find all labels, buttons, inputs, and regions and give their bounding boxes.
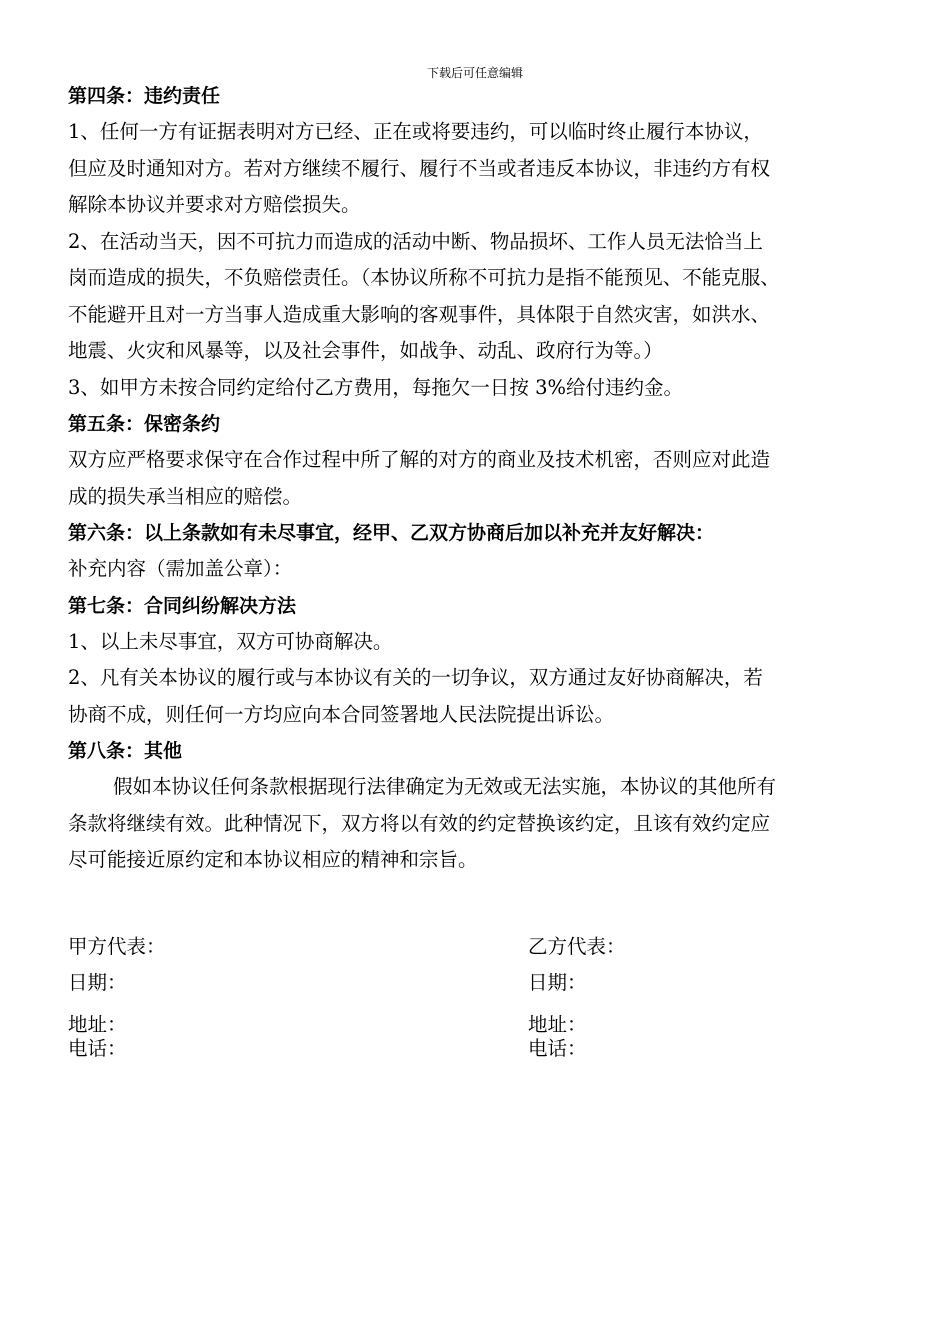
article-4-line-4: 2、在活动当天，因不可抗力而造成的活动中断、物品损坏、工作人员无法恰当上 — [68, 229, 763, 253]
article-8-heading: 第八条：其他 — [68, 740, 183, 762]
signature-row-phone — [68, 1037, 898, 1061]
article-7-heading: 第七条：合同纠纷解决方法 — [68, 594, 297, 617]
article-6-heading: 第六条：以上条款如有未尽事宜，经甲、乙双方协商后加以补充并友好解决： — [68, 522, 715, 544]
article-8-line-1: 假如本协议任何条款根据现行法律确定为无效或无法实施，本协议的其他所有 — [113, 775, 777, 798]
signature-row-rep — [68, 929, 898, 965]
signature-spacer — [68, 879, 898, 929]
article-7-line-2: 2、凡有关本协议的履行或与本协议有关的一切争议，双方通过友好协商解决，若 — [68, 666, 763, 689]
contract-body — [68, 78, 898, 1061]
article-4-heading: 第四条：违约责任 — [68, 85, 221, 107]
party-a-address-label: 地址： — [68, 1012, 127, 1036]
article-4-line-6: 不能避开且对一方当事人造成重大影响的客观事件，具体限于自然灾害，如洪水、 — [68, 302, 771, 326]
article-4-line-2: 但应及时通知对方。若对方继续不履行、履行不当或者违反本协议，非违约方有权 — [68, 156, 771, 180]
party-b-rep-label: 乙方代表： — [528, 934, 626, 958]
party-a-phone-label: 电话： — [68, 1036, 127, 1060]
article-4-line-3: 解除本协议并要求对方赔偿损失。 — [68, 193, 361, 216]
article-5-line-2: 成的损失承当相应的赔偿。 — [68, 484, 303, 508]
article-4-line-8: 3、如甲方未按合同约定给付乙方费用，每拖欠一日按 3%给付违约金。 — [68, 375, 684, 399]
article-7-line-1: 1、以上未尽事宜，双方可协商解决。 — [68, 629, 393, 653]
party-b-date-label: 日期： — [528, 970, 587, 994]
article-4-line-5: 岗而造成的损失，不负赔偿责任。（本协议所称不可抗力是指不能预见、不能克服、 — [68, 266, 780, 289]
article-8-line-2: 条款将继续有效。此种情况下，双方将以有效的约定替换该约定，且该有效约定应 — [68, 811, 771, 835]
party-b-phone-label: 电话： — [528, 1036, 587, 1060]
party-b-address-label: 地址： — [528, 1012, 587, 1036]
article-5-line-1: 双方应严格要求保守在合作过程中所了解的对方的商业及技术机密，否则应对此造 — [68, 448, 771, 471]
signature-row-address — [68, 1013, 898, 1037]
party-a-date-label: 日期： — [68, 970, 127, 994]
party-a-rep-label: 甲方代表： — [68, 934, 166, 958]
article-7-line-3: 协商不成，则任何一方均应向本合同签署地人民法院提出诉讼。 — [68, 702, 615, 726]
article-4-line-1: 1、任何一方有证据表明对方已经、正在或将要违约，可以临时终止履行本协议， — [68, 120, 763, 143]
signature-row-date — [68, 965, 898, 1001]
article-6-line-1: 补充内容（需加盖公章）： — [68, 557, 293, 580]
article-4-line-7: 地震、火灾和风暴等，以及社会事件，如战争、动乱、政府行为等。） — [68, 339, 663, 362]
article-8-line-3: 尽可能接近原约定和本协议相应的精神和宗旨。 — [68, 848, 478, 871]
header-note: 下载后可任意编辑 — [426, 66, 523, 80]
article-5-heading: 第五条：保密条约 — [68, 413, 221, 435]
